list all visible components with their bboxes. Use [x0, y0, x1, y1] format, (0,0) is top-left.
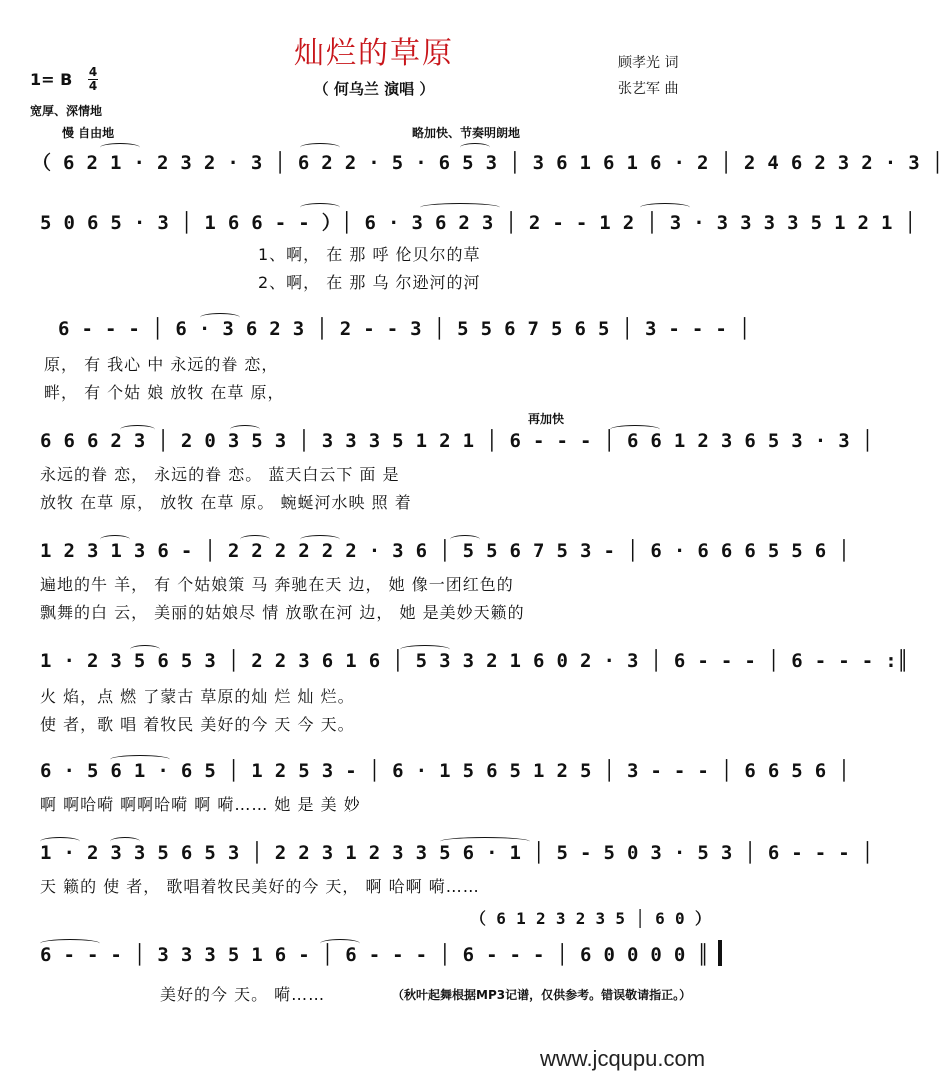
lyric-line-9: 美好的今 天。 嗬…… [160, 985, 326, 1004]
slur [230, 425, 260, 434]
slur [100, 535, 130, 544]
notation-line-8: 1 · 2 3 3 5 6 5 3 │ 2 2 3 1 2 3 3 5 6 · 1 │ 5 - 5 0 3 · 5 3 │ 6 - - - │ [40, 842, 874, 864]
slur [440, 837, 530, 846]
expression-mark: 宽厚、深情地 [30, 104, 103, 118]
slur [110, 755, 170, 764]
time-signature [88, 66, 98, 93]
singer-subtitle: （ 何乌兰 演唱 ） [313, 80, 435, 98]
slur [120, 425, 155, 434]
time-signature-bottom: 4 [88, 79, 98, 93]
lyric-line-6-verse2: 使 者，歌 唱 着牧民 美好的今 天 今 天。 [40, 715, 355, 734]
slur [300, 203, 340, 212]
lyric-line-3-verse1: 原， 有 我心 中 永远的眷 恋， [44, 355, 279, 374]
notation-line-1: （ 6 2 1 · 2 3 2 · 3 │ 6 2 2 · 5 · 6 5 3 │ 3 6 1 6 1 6 · 2 │ 2 4 6 2 3 2 · 3 │ [32, 152, 943, 174]
slur [610, 425, 660, 434]
lyric-line-5-verse2: 飘舞的白 云， 美丽的姑娘尽 情 放歌在河 边， 她 是美妙天籁的 [40, 603, 525, 622]
tempo-mark-2: 略加快、节奏明朗地 [412, 126, 521, 140]
tempo-mark-1: 慢 自由地 [62, 126, 115, 140]
slur [300, 143, 340, 152]
slur [130, 645, 160, 654]
lyricist-credit: 顾孝光 词 [618, 55, 679, 71]
slur [40, 939, 100, 948]
lyric-line-6-verse1: 火 焰，点 燃 了蒙古 草原的灿 烂 灿 烂。 [40, 687, 355, 706]
time-signature-top: 4 [88, 65, 98, 79]
slur [400, 645, 450, 654]
notation-line-6: 1 · 2 3 5 6 5 3 │ 2 2 3 6 1 6 │ 5 3 3 2 1 6 0 2 · 3 │ 6 - - - │ 6 - - - :║ [40, 650, 909, 672]
lyric-line-2-verse1: 1、啊， 在 那 呼 伦贝尔的草 [258, 245, 481, 264]
lyric-line-4-verse2: 放牧 在草 原， 放牧 在草 原。 蜿蜒河水映 照 着 [40, 493, 412, 512]
transcription-note: （秋叶起舞根据MP3记谱，仅供参考。错误敬请指正。） [392, 988, 692, 1002]
song-title: 灿烂的草原 [294, 36, 454, 71]
composer-credit: 张艺军 曲 [618, 81, 679, 97]
notation-line-7: 6 · 5 6 1 · 6 5 │ 1 2 5 3 - │ 6 · 1 5 6 5 1 2 5 │ 3 - - - │ 6 6 5 6 │ [40, 760, 850, 782]
slur [640, 203, 690, 212]
slur [100, 143, 140, 152]
slur [300, 535, 340, 544]
slur [450, 535, 480, 544]
slur [240, 535, 270, 544]
lyric-line-2-verse2: 2、啊， 在 那 乌 尔逊河的河 [258, 273, 481, 292]
final-barline [718, 940, 722, 966]
notation-line-4: 6 6 6 2 3 │ 2 0 3 5 3 │ 3 3 3 5 1 2 1 │ 6 - - - │ 6 6 1 2 3 6 5 3 · 3 │ [40, 430, 874, 452]
notation-line-5: 1 2 3 1 3 6 - │ 2 2 2 2 2 2 · 3 6 │ 5 5 6 7 5 3 - │ 6 · 6 6 6 5 5 6 │ [40, 540, 850, 562]
notation-line-2: 5 0 6 5 · 3 │ 1 6 6 - - ）│ 6 · 3 6 2 3 │ 2 - - 1 2 │ 3 · 3 3 3 3 5 1 2 1 │ [40, 212, 917, 234]
lyric-line-4-verse1: 永远的眷 恋， 永远的眷 恋。 蓝天白云下 面 是 [40, 465, 400, 484]
slur [420, 203, 500, 212]
lyric-line-7: 啊 啊哈嗬 啊啊哈嗬 啊 嗬…… 她 是 美 妙 [40, 795, 361, 814]
tempo-mark-3: 再加快 [528, 412, 565, 426]
slur [320, 939, 360, 948]
lyric-line-3-verse2: 畔， 有 个姑 娘 放牧 在草 原， [44, 383, 285, 402]
bracket-notation: （ 6 1 2 3 2 3 5 │ 6 0 ） [470, 909, 712, 928]
slur [200, 313, 240, 322]
notation-line-3: 6 - - - │ 6 · 3 6 2 3 │ 2 - - 3 │ 5 5 6 7 5 6 5 │ 3 - - - │ [58, 318, 751, 340]
notation-line-9: 6 - - - │ 3 3 3 5 1 6 - │ 6 - - - │ 6 - - - │ 6 0 0 0 0 ║ [40, 944, 710, 966]
lyric-line-8: 天 籁的 使 者， 歌唱着牧民美好的今 天， 啊 哈啊 嗬…… [40, 877, 480, 896]
lyric-line-5-verse1: 遍地的牛 羊， 有 个姑娘策 马 奔驰在天 边， 她 像一团红色的 [40, 575, 514, 594]
slur [110, 837, 140, 846]
slur [460, 143, 490, 152]
key-signature: 1= B [30, 70, 73, 89]
slur [40, 837, 80, 846]
website-watermark: www.jcqupu.com [540, 1046, 706, 1071]
